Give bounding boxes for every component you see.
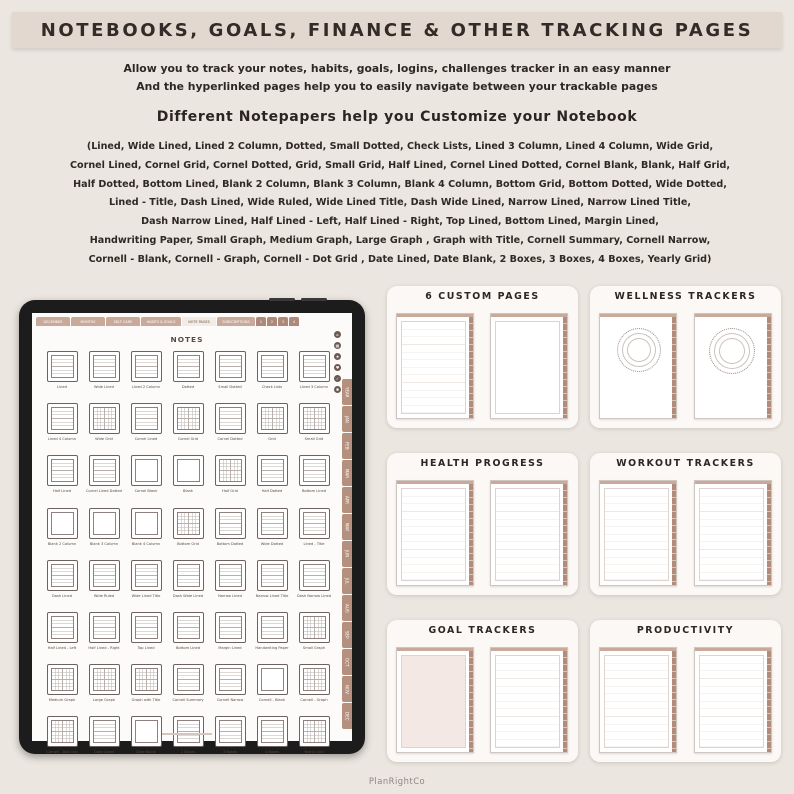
notepaper-thumbnail[interactable] bbox=[215, 716, 246, 747]
top-tab[interactable]: 1 bbox=[256, 317, 266, 326]
card-title: WORKOUT TRACKERS bbox=[616, 458, 755, 469]
notepaper-thumbnail[interactable] bbox=[89, 351, 120, 382]
notepaper-thumbnail[interactable] bbox=[131, 612, 162, 643]
notepaper-option[interactable] bbox=[254, 455, 290, 493]
top-tab[interactable]: DECEMBER bbox=[36, 317, 70, 326]
notepaper-thumbnail[interactable] bbox=[299, 716, 330, 747]
card-health-progress bbox=[387, 453, 578, 595]
notepaper-option[interactable] bbox=[254, 403, 290, 441]
notepaper-thumbnail[interactable] bbox=[257, 403, 288, 434]
notepaper-label: Wide Ruled bbox=[93, 593, 115, 598]
page-title: NOTEBOOKS, GOALS, FINANCE & OTHER TRACKING PAGES bbox=[40, 19, 754, 41]
page-preview bbox=[599, 313, 677, 419]
notepaper-thumbnail[interactable] bbox=[215, 612, 246, 643]
notepaper-grid bbox=[44, 351, 332, 754]
notepaper-option[interactable] bbox=[212, 403, 248, 441]
notepaper-option[interactable] bbox=[254, 351, 290, 389]
notepaper-thumbnail[interactable] bbox=[299, 612, 330, 643]
notepaper-label: Cornel Blank bbox=[134, 489, 158, 494]
notepaper-thumbnail[interactable] bbox=[47, 508, 78, 539]
notepaper-thumbnail[interactable] bbox=[131, 560, 162, 591]
notepaper-thumbnail[interactable] bbox=[215, 508, 246, 539]
notepaper-label: Bottom Dotted bbox=[216, 541, 244, 546]
notepaper-thumbnail[interactable] bbox=[131, 455, 162, 486]
notepaper-label: Half Dotted bbox=[261, 489, 283, 494]
star-icon[interactable]: ★ bbox=[335, 354, 340, 359]
notepaper-option[interactable] bbox=[296, 716, 332, 754]
notepaper-label: Lined bbox=[57, 385, 67, 389]
card-custom-pages bbox=[387, 286, 578, 428]
home-icon[interactable]: ⌂ bbox=[334, 331, 341, 338]
title-banner bbox=[12, 12, 782, 48]
top-tab[interactable]: HABITS & GOALS bbox=[141, 317, 181, 326]
page-preview bbox=[396, 313, 474, 419]
notepaper-thumbnail[interactable] bbox=[257, 612, 288, 643]
card-goal-trackers bbox=[387, 620, 578, 762]
notepaper-thumbnail[interactable] bbox=[47, 560, 78, 591]
heart-icon[interactable]: ♥ bbox=[335, 365, 340, 370]
month-tab[interactable]: FEB bbox=[342, 433, 352, 459]
notepaper-thumbnail[interactable] bbox=[215, 455, 246, 486]
notepaper-label: Blank 2 Column bbox=[47, 541, 77, 546]
notepaper-thumbnail[interactable] bbox=[89, 612, 120, 643]
page-preview bbox=[694, 313, 772, 419]
notepaper-thumbnail[interactable] bbox=[131, 716, 162, 747]
notepaper-list-line: Lined - Title, Dash Lined, Wide Ruled, Wide Lined Title, Dash Wide Lined, Narrow Lined, Narrow Lined Title, bbox=[109, 197, 691, 209]
notepaper-thumbnail[interactable] bbox=[215, 664, 246, 695]
notepaper-thumbnail[interactable] bbox=[89, 455, 120, 486]
notepaper-label: Bottom Lined bbox=[175, 645, 201, 650]
notepaper-thumbnail[interactable] bbox=[47, 351, 78, 382]
notepaper-option[interactable] bbox=[86, 612, 122, 650]
notepaper-thumbnail[interactable] bbox=[299, 664, 330, 695]
notepaper-option[interactable] bbox=[170, 664, 206, 702]
year-tab[interactable]: YEAR bbox=[342, 379, 352, 405]
notes-heading: NOTES bbox=[170, 335, 204, 344]
notepaper-thumbnail[interactable] bbox=[173, 403, 204, 434]
notepaper-option[interactable] bbox=[128, 351, 164, 389]
notepaper-thumbnail[interactable] bbox=[131, 403, 162, 434]
notepaper-label: Blank 3 Column bbox=[89, 541, 119, 546]
notepaper-thumbnail[interactable] bbox=[173, 351, 204, 382]
notepaper-option[interactable] bbox=[128, 664, 164, 702]
notepaper-option[interactable] bbox=[44, 612, 80, 650]
notepaper-option[interactable] bbox=[170, 351, 206, 389]
notepaper-label: Dash Lined bbox=[51, 593, 73, 598]
page-preview bbox=[694, 480, 772, 586]
notepaper-option[interactable] bbox=[128, 403, 164, 441]
notepaper-option[interactable] bbox=[212, 716, 248, 754]
page-preview bbox=[490, 313, 568, 419]
notepaper-label: Graph with Title bbox=[131, 698, 161, 703]
notepaper-list-line: Cornell - Blank, Cornell - Graph, Cornell - Dot Grid , Date Lined, Date Blank, 2 Boxes, 3 Boxes, 4 Boxes, Yearly Grid) bbox=[88, 253, 712, 265]
notepaper-label: Grid bbox=[268, 437, 276, 442]
notepaper-thumbnail[interactable] bbox=[47, 612, 78, 643]
notepaper-label: Lined 4 Column bbox=[47, 437, 77, 442]
notepaper-label: Cornell Summary bbox=[172, 698, 204, 703]
notepaper-thumbnail[interactable] bbox=[173, 560, 204, 591]
notepaper-label: Yearly Grid bbox=[304, 750, 324, 755]
month-tab[interactable]: NOV bbox=[342, 676, 352, 702]
notepaper-thumbnail[interactable] bbox=[299, 351, 330, 382]
notepaper-label: Cornel Lined bbox=[134, 437, 158, 442]
notepaper-option[interactable] bbox=[128, 508, 164, 546]
notepaper-label: Blank 4 Column bbox=[131, 541, 161, 546]
notepaper-label: Margin Lined bbox=[218, 645, 242, 650]
page-preview bbox=[396, 480, 474, 586]
notepaper-label: Lined 3 Column bbox=[299, 385, 329, 389]
notepaper-option[interactable] bbox=[212, 455, 248, 493]
notepaper-label: Cornel Lined Dotted bbox=[86, 489, 122, 494]
page-preview bbox=[396, 647, 474, 753]
notepaper-option[interactable] bbox=[128, 455, 164, 493]
notepaper-option[interactable] bbox=[128, 612, 164, 650]
notepaper-option[interactable] bbox=[128, 716, 164, 754]
notepaper-label: Date Blank bbox=[136, 750, 156, 755]
notepaper-label: Top Lined bbox=[137, 645, 155, 650]
top-tab[interactable]: 4 bbox=[289, 317, 299, 326]
notepaper-label: Cornell - Dot Grid bbox=[46, 750, 78, 755]
notepaper-option[interactable] bbox=[254, 612, 290, 650]
month-tab[interactable]: JUL bbox=[342, 568, 352, 594]
notepaper-thumbnail[interactable] bbox=[173, 716, 204, 747]
notepaper-label: Cornel Dotted bbox=[217, 437, 243, 442]
notepaper-option[interactable] bbox=[86, 351, 122, 389]
notepaper-label: Half Lined bbox=[52, 489, 72, 494]
notepaper-option[interactable] bbox=[170, 560, 206, 598]
intro-line-1: Allow you to track your notes, habits, goals, logins, challenges tracker in an easy manner bbox=[123, 62, 671, 75]
notepaper-label: Bottom Grid bbox=[177, 541, 199, 546]
notepaper-label: 3 Boxes bbox=[222, 750, 238, 755]
notepaper-thumbnail[interactable] bbox=[131, 508, 162, 539]
top-tab[interactable]: MONTHS bbox=[71, 317, 105, 326]
notepaper-option[interactable] bbox=[296, 612, 332, 650]
notepaper-label: Wide Lined bbox=[94, 385, 114, 389]
card-title: HEALTH PROGRESS bbox=[420, 458, 545, 469]
notepaper-option[interactable] bbox=[170, 455, 206, 493]
card-title: GOAL TRACKERS bbox=[428, 625, 537, 636]
top-tab[interactable]: 2 bbox=[267, 317, 277, 326]
intro-line-2: And the hyperlinked pages help you to easily navigate between your trackable pages bbox=[136, 80, 658, 93]
notepaper-label: Bottom Lined bbox=[301, 489, 327, 494]
notepaper-label: Half Grid bbox=[222, 489, 238, 494]
top-tab[interactable]: SELF CARE bbox=[106, 317, 140, 326]
notepaper-thumbnail[interactable] bbox=[299, 508, 330, 539]
notepaper-option[interactable] bbox=[254, 716, 290, 754]
notepaper-option[interactable] bbox=[296, 508, 332, 546]
notepaper-option[interactable] bbox=[170, 716, 206, 754]
page-preview bbox=[599, 647, 677, 753]
month-tab[interactable]: MAY bbox=[342, 514, 352, 540]
notepaper-list-line: Dash Narrow Lined, Half Lined - Left, Half Lined - Right, Top Lined, Bottom Lined, Margin Lined, bbox=[141, 216, 659, 228]
notepaper-thumbnail[interactable] bbox=[257, 664, 288, 695]
notepaper-label: Handwriting Paper bbox=[255, 645, 289, 650]
notepaper-label: Narrow Lined bbox=[218, 593, 242, 598]
notepaper-option[interactable] bbox=[254, 560, 290, 598]
brand-credit: PlanRightCo bbox=[368, 776, 426, 786]
notepaper-option[interactable] bbox=[86, 716, 122, 754]
top-tab[interactable]: NOTE PAGES bbox=[182, 317, 216, 326]
notepaper-thumbnail[interactable] bbox=[215, 403, 246, 434]
notepaper-option[interactable] bbox=[212, 560, 248, 598]
notepaper-option[interactable] bbox=[212, 351, 248, 389]
month-tab[interactable]: AUG bbox=[342, 595, 352, 621]
notepaper-option[interactable] bbox=[86, 664, 122, 702]
notepaper-label: Dotted bbox=[181, 385, 195, 389]
month-tab[interactable]: APR bbox=[342, 487, 352, 513]
notepaper-label: Dash Narrow Lined bbox=[296, 593, 332, 598]
check-icon[interactable]: ✓ bbox=[335, 376, 340, 381]
notepaper-label: Dash Wide Lined bbox=[172, 593, 204, 598]
notepaper-option[interactable] bbox=[44, 455, 80, 493]
notepaper-list-line: (Lined, Wide Lined, Lined 2 Column, Dotted, Small Dotted, Check Lists, Lined 3 Column, Lined 4 Column, Wide Grid, bbox=[86, 141, 714, 152]
notepaper-label: Wide Lined Title bbox=[131, 593, 161, 598]
top-tab[interactable]: SUBSCRIPTIONS bbox=[217, 317, 255, 326]
intro-text bbox=[0, 60, 794, 96]
notepaper-thumbnail[interactable] bbox=[173, 664, 204, 695]
notepaper-option[interactable] bbox=[296, 351, 332, 389]
notepaper-thumbnail[interactable] bbox=[299, 455, 330, 486]
notepaper-thumbnail[interactable] bbox=[257, 351, 288, 382]
page-preview bbox=[599, 480, 677, 586]
notepaper-thumbnail[interactable] bbox=[47, 716, 78, 747]
notepapers-heading: Different Notepapers help you Customize your Notebook bbox=[156, 109, 638, 125]
notepaper-option[interactable] bbox=[44, 403, 80, 441]
notepaper-thumbnail[interactable] bbox=[89, 508, 120, 539]
top-tab[interactable]: 3 bbox=[278, 317, 288, 326]
notepaper-option[interactable] bbox=[296, 403, 332, 441]
notepaper-thumbnail[interactable] bbox=[299, 560, 330, 591]
calendar-icon[interactable]: ▦ bbox=[335, 343, 340, 348]
notepaper-label: 2 Boxes bbox=[180, 750, 196, 755]
notepaper-option[interactable] bbox=[254, 664, 290, 702]
notepaper-thumbnail[interactable] bbox=[173, 508, 204, 539]
month-tab[interactable]: MAR bbox=[342, 460, 352, 486]
notepaper-list-line: Cornel Lined, Cornel Grid, Cornel Dotted, Grid, Small Grid, Half Lined, Cornel Lined Dotted, Cornel Blank, Blank, Half Grid, bbox=[69, 159, 731, 171]
notepaper-option[interactable] bbox=[296, 560, 332, 598]
month-tab[interactable]: OCT bbox=[342, 649, 352, 675]
notepaper-option[interactable] bbox=[212, 664, 248, 702]
notepaper-label: Medium Graph bbox=[48, 698, 76, 703]
notepaper-label: Date Lined bbox=[94, 750, 114, 755]
notepaper-option[interactable] bbox=[128, 560, 164, 598]
notepaper-thumbnail[interactable] bbox=[131, 351, 162, 382]
notepaper-thumbnail[interactable] bbox=[215, 351, 246, 382]
notepaper-option[interactable] bbox=[170, 612, 206, 650]
notepaper-label: Half Lined - Left bbox=[47, 645, 77, 650]
month-side-tabs bbox=[342, 379, 352, 729]
notepaper-label: Cornell - Blank bbox=[258, 698, 286, 703]
card-title: WELLNESS TRACKERS bbox=[614, 291, 757, 302]
notepaper-option[interactable] bbox=[44, 351, 80, 389]
tablet-mockup bbox=[19, 300, 365, 754]
notepaper-option[interactable] bbox=[44, 716, 80, 754]
notepaper-thumbnail[interactable] bbox=[47, 403, 78, 434]
notepaper-label: Lined - Title bbox=[303, 541, 325, 546]
notepaper-thumbnail[interactable] bbox=[131, 664, 162, 695]
notepaper-option[interactable] bbox=[86, 560, 122, 598]
notepaper-thumbnail[interactable] bbox=[89, 403, 120, 434]
notepaper-label: Lined 2 Column bbox=[131, 385, 161, 389]
notepaper-thumbnail[interactable] bbox=[257, 455, 288, 486]
notepaper-label: Wide Dotted bbox=[260, 541, 284, 546]
month-tab[interactable]: DEC bbox=[342, 703, 352, 729]
notepaper-option[interactable] bbox=[296, 455, 332, 493]
notepaper-option[interactable] bbox=[170, 508, 206, 546]
month-tab[interactable]: JUN bbox=[342, 541, 352, 567]
notepaper-label: Half Lined - Right bbox=[88, 645, 120, 650]
notepaper-label: Small Graph bbox=[302, 645, 326, 650]
notepaper-option[interactable] bbox=[86, 508, 122, 546]
notepaper-label: Large Graph bbox=[92, 698, 116, 703]
notepaper-thumbnail[interactable] bbox=[257, 508, 288, 539]
planner-top-tabs bbox=[32, 317, 299, 326]
notepaper-label: Small Grid bbox=[304, 437, 324, 442]
notepaper-label: Cornell - Graph bbox=[300, 698, 328, 703]
notepaper-option[interactable] bbox=[44, 560, 80, 598]
settings-icon[interactable]: ✱ bbox=[335, 387, 340, 392]
notepaper-list-line: Handwriting Paper, Small Graph, Medium Graph, Large Graph , Graph with Title, Cornell Summary, Cornell Narrow, bbox=[89, 234, 711, 246]
notepaper-thumbnail[interactable] bbox=[299, 403, 330, 434]
card-title: PRODUCTIVITY bbox=[636, 625, 735, 636]
notepaper-option[interactable] bbox=[212, 508, 248, 546]
notepaper-thumbnail[interactable] bbox=[89, 560, 120, 591]
notepaper-thumbnail[interactable] bbox=[89, 664, 120, 695]
notepaper-thumbnail[interactable] bbox=[173, 612, 204, 643]
notepaper-option[interactable] bbox=[44, 664, 80, 702]
notepaper-option[interactable] bbox=[212, 612, 248, 650]
notepaper-option[interactable] bbox=[44, 508, 80, 546]
tablet-button bbox=[269, 298, 295, 301]
tablet-screen bbox=[32, 313, 352, 755]
notepaper-list bbox=[50, 138, 750, 270]
home-indicator bbox=[162, 733, 212, 735]
page-preview bbox=[694, 647, 772, 753]
notepaper-thumbnail[interactable] bbox=[47, 455, 78, 486]
notepaper-option[interactable] bbox=[296, 664, 332, 702]
notepaper-label: Wide Grid bbox=[95, 437, 113, 442]
notepaper-thumbnail[interactable] bbox=[257, 560, 288, 591]
notepaper-label: Check Lists bbox=[261, 385, 283, 389]
notepaper-option[interactable] bbox=[86, 455, 122, 493]
notepaper-label: Narrow Lined Title bbox=[255, 593, 289, 598]
notepaper-list-line: Half Dotted, Bottom Lined, Blank 2 Column, Blank 3 Column, Blank 4 Column, Bottom Grid, Bottom Dotted, Wide Dotted, bbox=[73, 178, 727, 190]
notepaper-option[interactable] bbox=[170, 403, 206, 441]
month-tab[interactable]: SEP bbox=[342, 622, 352, 648]
card-title: 6 CUSTOM PAGES bbox=[425, 291, 540, 302]
notepaper-label: Small Dotted bbox=[218, 385, 242, 389]
notepaper-option[interactable] bbox=[254, 508, 290, 546]
page-preview bbox=[490, 647, 568, 753]
page-preview bbox=[490, 480, 568, 586]
notepaper-label: Blank bbox=[182, 489, 194, 494]
notepaper-option[interactable] bbox=[86, 403, 122, 441]
notepaper-label: 4 Boxes bbox=[264, 750, 280, 755]
notepaper-thumbnail[interactable] bbox=[173, 455, 204, 486]
notepaper-thumbnail[interactable] bbox=[215, 560, 246, 591]
card-wellness-trackers bbox=[590, 286, 781, 428]
notepaper-thumbnail[interactable] bbox=[89, 716, 120, 747]
notepaper-thumbnail[interactable] bbox=[47, 664, 78, 695]
card-workout-trackers bbox=[590, 453, 781, 595]
notepaper-label: Cornell Narrow bbox=[216, 698, 244, 703]
month-tab[interactable]: JAN bbox=[342, 406, 352, 432]
tablet-button bbox=[301, 298, 327, 301]
notepaper-label: Cornel Grid bbox=[177, 437, 199, 442]
card-productivity bbox=[590, 620, 781, 762]
notepaper-thumbnail[interactable] bbox=[257, 716, 288, 747]
